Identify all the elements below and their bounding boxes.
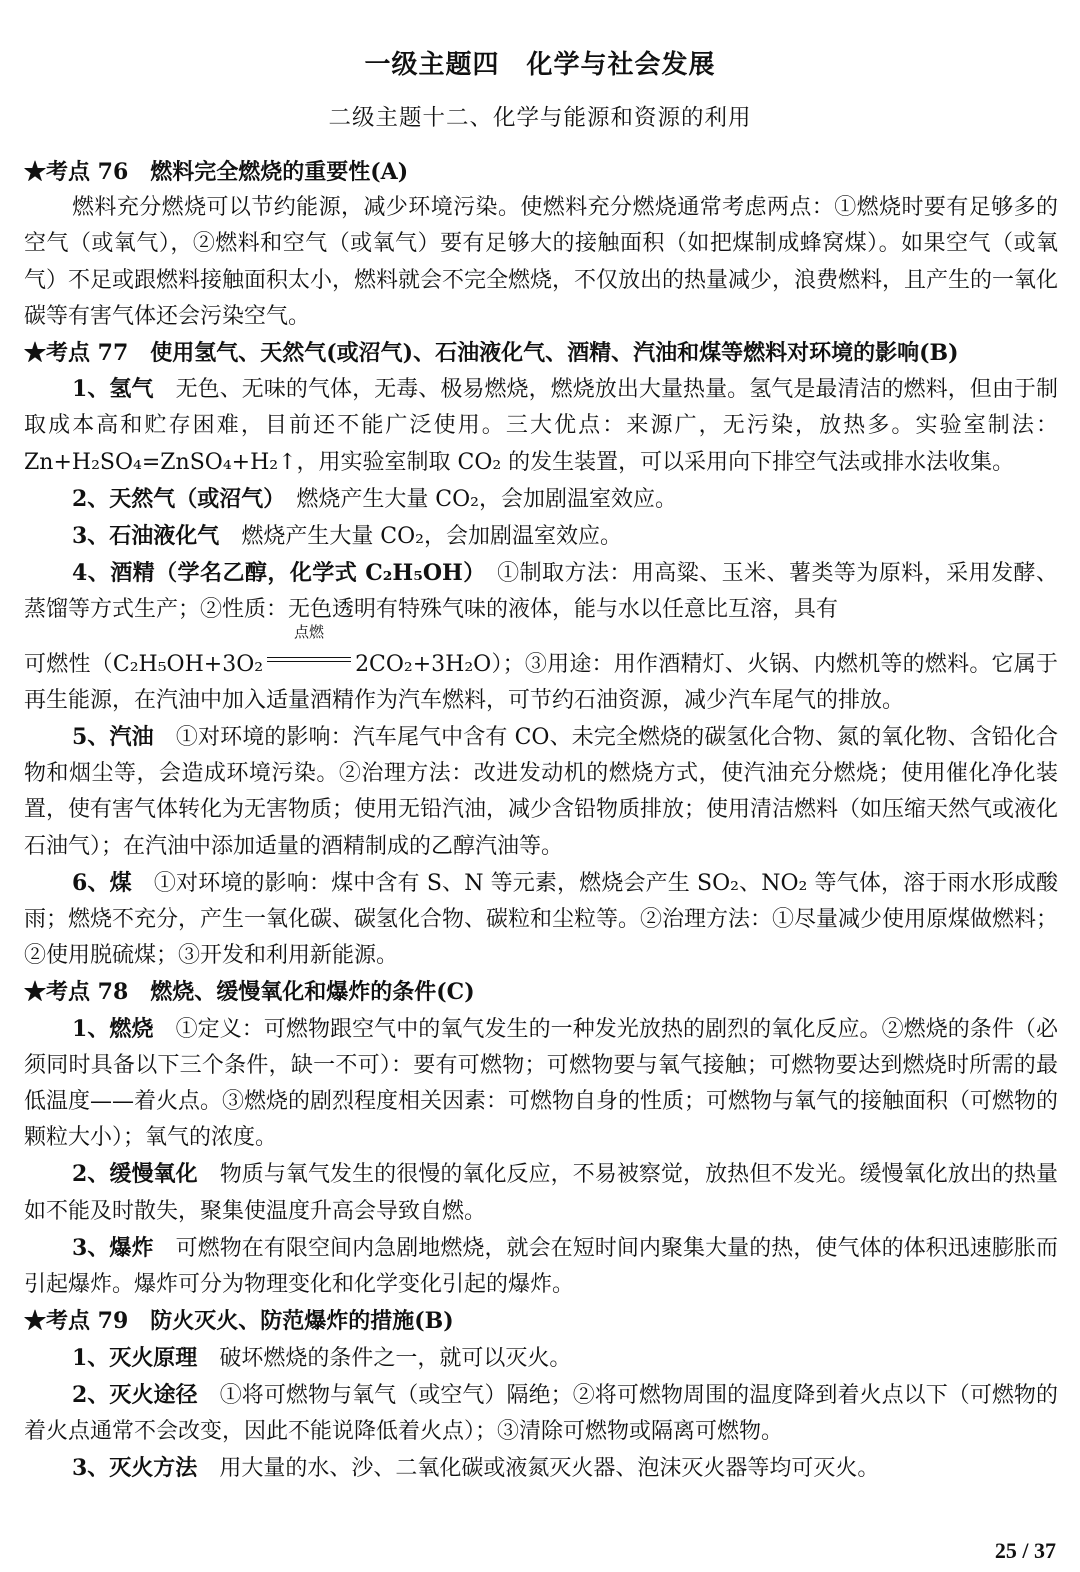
content <box>24 154 1058 1487</box>
paragraph-alcohol <box>24 555 1058 628</box>
item-label-coal: 6、煤 <box>72 869 132 896</box>
section-heading-78: ★考点 78 燃烧、缓慢氧化和爆炸的条件(C) <box>24 979 475 1006</box>
page-number: 25 / 37 <box>994 1538 1056 1563</box>
item-label-explosion: 3、爆炸 <box>72 1234 154 1261</box>
paragraph-natural-gas <box>24 481 1058 518</box>
section-heading-79: ★考点 79 防火灭火、防范爆炸的措施(B) <box>24 1308 454 1335</box>
paragraph-slow-oxidation <box>24 1156 1058 1229</box>
paragraph-way <box>24 1377 1058 1450</box>
item-text-natural-gas: 燃烧产生大量 CO₂，会加剧温室效应。 <box>274 486 677 512</box>
item-label-principle: 1、灭火原理 <box>72 1344 198 1371</box>
item-text-principle: 破坏燃烧的条件之一，就可以灭火。 <box>197 1345 572 1371</box>
paragraph-petrol <box>24 719 1058 865</box>
item-label-method: 3、灭火方法 <box>72 1455 198 1482</box>
paragraph-hydrogen <box>24 371 1058 481</box>
item-text-lpg: 燃烧产生大量 CO₂，会加剧温室效应。 <box>219 524 622 550</box>
item-text-explosion: 可燃物在有限空间内急剧地燃烧，就会在短时间内聚集大量的热，使气体的体积迅速膨胀而引起爆炸。爆炸可分为物理变化和化学变化引起的爆炸。 <box>24 1235 1058 1298</box>
item-text-slow-oxidation: 物质与氧气发生的很慢的氧化反应，不易被察觉，放热但不发光。缓慢氧化放出的热量如不能及时散失，聚集使温度升高会导致自燃。 <box>24 1162 1058 1224</box>
reaction-arrow <box>263 622 355 673</box>
item-label-lpg: 3、石油液化气 <box>72 523 220 550</box>
paragraph-coal <box>24 865 1058 975</box>
paragraph-burn <box>24 1011 1058 1157</box>
page-subtitle: 二级主题十二、化学与能源和资源的利用 <box>328 105 752 131</box>
item-label-hydrogen: 1、氢气 <box>72 376 154 403</box>
item-label-slow-oxidation: 2、缓慢氧化 <box>72 1161 198 1188</box>
double-line-bottom <box>267 661 351 662</box>
item-text-way: ①将可燃物与氧气（或空气）隔绝；②将可燃物周围的温度降到着火点以下（可燃物的着火点通常不会改变，因此不能说降低着火点）；③清除可燃物或隔离可燃物。 <box>24 1382 1058 1444</box>
item-text-hydrogen: 无色、无味的气体，无毒、极易燃烧，燃烧放出大量热量。氢气是最清洁的燃料，但由于制取成本高和贮存困难，目前还不能广泛使用。三大优点：来源广，无污染，放热多。实验室制法：Zn+H₂SO₄=ZnSO₄+H₂↑，用实验室制取 CO₂ 的发生装置，可以采用向下排空气法或排水法收集。 <box>24 377 1058 475</box>
item-text-method: 用大量的水、沙、二氧化碳或液氮灭火器、泡沫灭火器等均可灭火。 <box>197 1456 880 1482</box>
item-text-coal: ①对环境的影响：煤中含有 S、N 等元素，燃烧会产生 SO₂、NO₂ 等气体，溶于雨水形成酸雨；燃烧不充分，产生一氧化碳、碳氢化合物、碳粒和尘粒等。②治理方法：①尽量减少使用原煤做燃料；②使用脱硫煤；③开发和利用新能源。 <box>24 870 1059 969</box>
equation-left: 可燃性（C₂H₅OH+3O₂ <box>24 651 264 677</box>
section-heading-77: ★考点 77 使用氢气、天然气(或沼气)、石油液化气、酒精、汽油和煤等燃料对环境的影响(B) <box>24 340 959 367</box>
reaction-condition: 点燃 <box>294 622 325 641</box>
item-label-way: 2、灭火途径 <box>72 1381 198 1408</box>
page-title: 一级主题四 化学与社会发展 <box>364 50 716 80</box>
item-label-petrol: 5、汽油 <box>72 724 154 751</box>
paragraph-alcohol-equation <box>24 622 1058 719</box>
paragraph-explosion <box>24 1230 1058 1303</box>
paragraph-method <box>24 1450 1058 1487</box>
paragraph-lpg <box>24 518 1058 555</box>
equation-right: 2CO₂+3H₂O）；③用途：用作酒精灯、火锅、内燃机等的燃料。它属于再生能源，在汽油中加入适量酒精作为汽车燃料，可节约石油资源，减少汽车尾气的排放。 <box>24 651 1058 713</box>
double-line-top <box>267 657 351 658</box>
item-label-alcohol: 4、酒精（学名乙醇，化学式 C₂H₅OH） <box>72 560 475 587</box>
item-text-burn: ①定义：可燃物跟空气中的氧气发生的一种发光放热的剧烈的氧化反应。②燃烧的条件（必须同时具备以下三个条件，缺一不可）：要有可燃物；可燃物要与氧气接触；可燃物要达到燃烧时所需的最低温度——着火点。③燃烧的剧烈程度相关因素：可燃物自身的性质；可燃物与氧气的接触面积（可燃物的颗粒大小）；氧气的浓度。 <box>24 1016 1059 1151</box>
section-heading-76: ★考点 76 燃料完全燃烧的重要性(A) <box>24 159 409 185</box>
item-text-petrol: ①对环境的影响：汽车尾气中含有 CO、未完全燃烧的碳氢化合物、氮的氧化物、含铅化合物和烟尘等，会造成环境污染。②治理方法：改进发动机的燃烧方式，使汽油充分燃烧；使用催化净化装置，使有害气体转化为无害物质；使用无铅汽油，减少含铅物质排放；使用清洁燃料（如压缩天然气或液化石油气）；在汽油中添加适量的酒精制成的乙醇汽油等。 <box>24 725 1059 859</box>
paragraph-principle <box>24 1340 1058 1377</box>
item-label-natural-gas: 2、天然气（或沼气） <box>72 485 275 512</box>
paragraph-76: 燃料充分燃烧可以节约能源，减少环境污染。使燃料充分燃烧通常考虑两点：①燃烧时要有足够多的空气（或氧气），②燃料和空气（或氧气）要有足够大的接触面积（如把煤制成蜂窝煤）。如果空气（或氧气）不足或跟燃料接触面积太小，燃料就会不完全燃烧，不仅放出的热量减少，浪费燃料，且产生的一氧化碳等有害气体还会污染空气。 <box>24 195 1059 329</box>
item-text-alcohol: ①制取方法：用高粱、玉米、薯类等为原料，采用发酵、蒸馏等方式生产；②性质：无色透明有特殊气味的液体，能与水以任意比互溶，具有 <box>24 561 1058 623</box>
item-label-burn: 1、燃烧 <box>72 1015 154 1042</box>
